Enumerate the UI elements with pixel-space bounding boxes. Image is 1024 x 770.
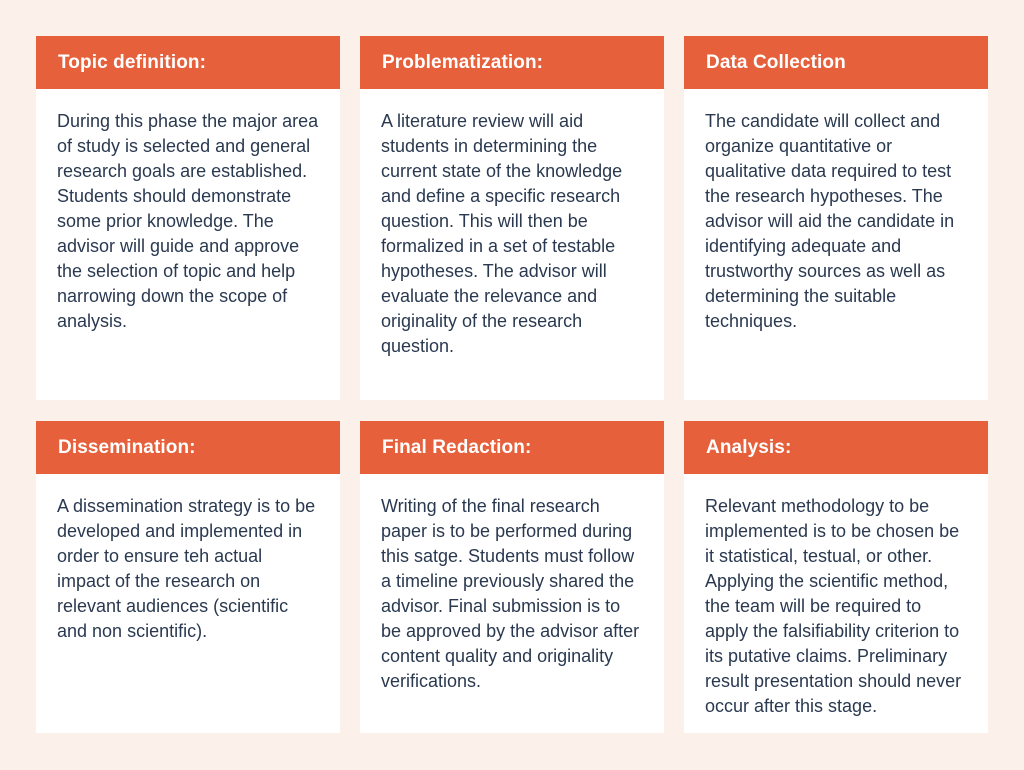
card-analysis-header — [684, 421, 988, 474]
card-body-text: During this phase the major area of study is selected and general research goals are established. Students should demonstrate some prior knowledge. The advisor will guide and approve the selection of topic and help narrowing down the scope of analysis. — [57, 111, 319, 331]
card-body-text: Relevant methodology to be implemented is to be chosen be it statistical, testual, or other. Applying the scientific method, the team will be required to apply the falsifiability criterion to its putative claims. Preliminary result presentation should never occur after this stage. — [705, 496, 962, 716]
card-analysis — [684, 421, 988, 733]
card-topic-definition-header — [36, 36, 340, 89]
card-topic-definition — [36, 36, 340, 400]
card-title: Analysis: — [706, 436, 792, 458]
card-grid — [36, 36, 988, 733]
card-dissemination — [36, 421, 340, 733]
card-body-text: A literature review will aid students in determining the current state of the knowledge and define a specific research question. This will then be formalized in a set of testable hypotheses. The advisor will evaluate the relevance and originality of the research question. — [381, 111, 623, 356]
card-title: Data Collection — [706, 51, 846, 73]
card-title: Topic definition: — [58, 51, 207, 73]
card-body-text: A dissemination strategy is to be developed and implemented in order to ensure teh actual impact of the research on relevant audiences (scientific and non scientific). — [57, 496, 316, 641]
card-title: Final Redaction: — [382, 436, 532, 458]
card-final-redaction — [360, 421, 664, 733]
card-dissemination-header — [36, 421, 340, 474]
card-final-redaction-header — [360, 421, 664, 474]
card-body-text: Writing of the final research paper is to be performed during this satge. Students must follow a timeline previously shared the advisor. Final submission is to be approved by the advisor after content quality and originality verifications. — [381, 496, 640, 691]
card-problematization — [360, 36, 664, 400]
card-body-text: The candidate will collect and organize quantitative or qualitative data required to test the research hypotheses. The advisor will aid the candidate in identifying adequate and trustworthy sources as well as determining the suitable techniques. — [705, 111, 955, 331]
card-title: Problematization: — [382, 51, 544, 73]
card-problematization-header — [360, 36, 664, 89]
card-data-collection-header — [684, 36, 988, 89]
card-title: Dissemination: — [58, 436, 196, 458]
card-data-collection — [684, 36, 988, 400]
